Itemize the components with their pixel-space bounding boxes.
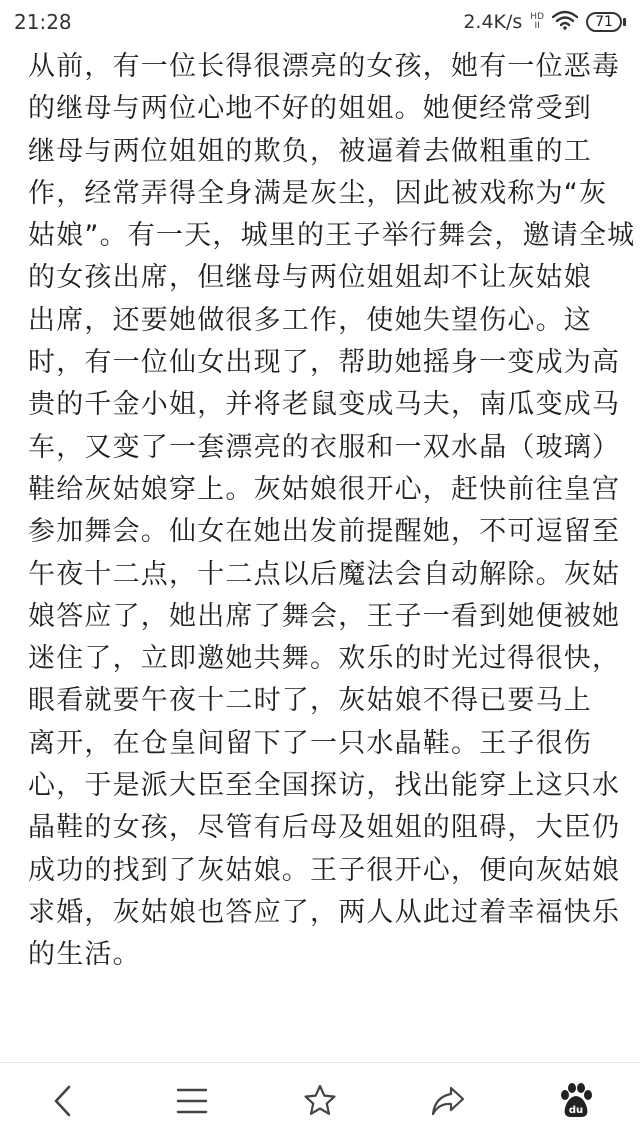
battery-icon	[586, 12, 626, 32]
article-line: 姑娘”。有一天，城里的王子举行舞会，邀请全城	[28, 220, 636, 252]
article-line: 晶鞋的女孩，尽管有后母及姐姐的阻碍，大臣仍	[28, 812, 621, 844]
article-line: 的女孩出席，但继母与两位姐姐却不让灰姑娘	[28, 262, 592, 294]
article-line: 作，经常弄得全身满是灰尘，因此被戏称为“灰	[28, 177, 608, 209]
article-line: 鞋给灰姑娘穿上。灰姑娘很开心，赶快前往皇宫	[28, 473, 621, 505]
status-indicators	[463, 10, 626, 35]
article-line: 成功的找到了灰姑娘。王子很开心，便向灰姑娘	[28, 854, 621, 886]
article-line: 的继母与两位心地不好的姐姐。她便经常受到	[28, 93, 592, 125]
article-line: 求婚，灰姑娘也答应了，两人从此过着幸福快乐	[28, 896, 621, 928]
hd-indicator	[530, 13, 544, 31]
article-line: 午夜十二点，十二点以后魔法会自动解除。灰姑	[28, 558, 621, 590]
article-line: 时，有一位仙女出现了，帮助她摇身一变成为高	[28, 347, 621, 379]
article-line: 离开，在仓皇间留下了一只水晶鞋。王子很伤	[28, 727, 592, 759]
article-line: 心，于是派大臣至全国探访，找出能穿上这只水	[28, 770, 621, 802]
battery-level: 71	[586, 12, 622, 32]
network-speed: 2.4K/s	[463, 11, 523, 33]
article-line: 车，又变了一套漂亮的衣服和一双水晶（玻璃）	[28, 431, 621, 463]
wifi-icon	[552, 10, 578, 35]
bottom-navigation-bar	[0, 1062, 640, 1139]
hd-top-label: HD	[530, 12, 544, 22]
status-bar	[0, 0, 640, 44]
favorite-button[interactable]	[290, 1071, 350, 1131]
baidu-button[interactable]	[546, 1071, 606, 1131]
share-arrow-icon	[429, 1084, 467, 1118]
article-line: 娘答应了，她出席了舞会，王子一看到她便被她	[28, 600, 621, 632]
share-button[interactable]	[418, 1071, 478, 1131]
article-line: 贵的千金小姐，并将老鼠变成马夫，南瓜变成马	[28, 389, 621, 421]
menu-lines-icon	[175, 1086, 209, 1116]
hd-bottom-label: II	[534, 21, 540, 31]
article-line: 参加舞会。仙女在她出发前提醒她，不可逗留至	[28, 516, 621, 548]
article-line: 眼看就要午夜十二时了，灰姑娘不得已要马上	[28, 685, 592, 717]
article-line: 从前，有一位长得很漂亮的女孩，她有一位恶毒	[28, 51, 621, 82]
article-line: 出席，还要她做很多工作，使她失望伤心。这	[28, 304, 592, 336]
du-paw-icon	[556, 1081, 596, 1121]
battery-tip	[623, 18, 626, 26]
article-body	[28, 46, 636, 977]
article-line: 继母与两位姐姐的欺负，被逼着去做粗重的工	[28, 135, 592, 167]
back-chevron-icon	[49, 1084, 79, 1118]
back-button[interactable]	[34, 1071, 94, 1131]
menu-button[interactable]	[162, 1071, 222, 1131]
du-label: du	[568, 1105, 584, 1116]
article-line: 的生活。	[28, 939, 141, 971]
star-icon	[302, 1083, 338, 1119]
status-time: 21:28	[14, 10, 72, 34]
article-line: 迷住了，立即邀她共舞。欢乐的时光过得很快，	[28, 643, 621, 675]
